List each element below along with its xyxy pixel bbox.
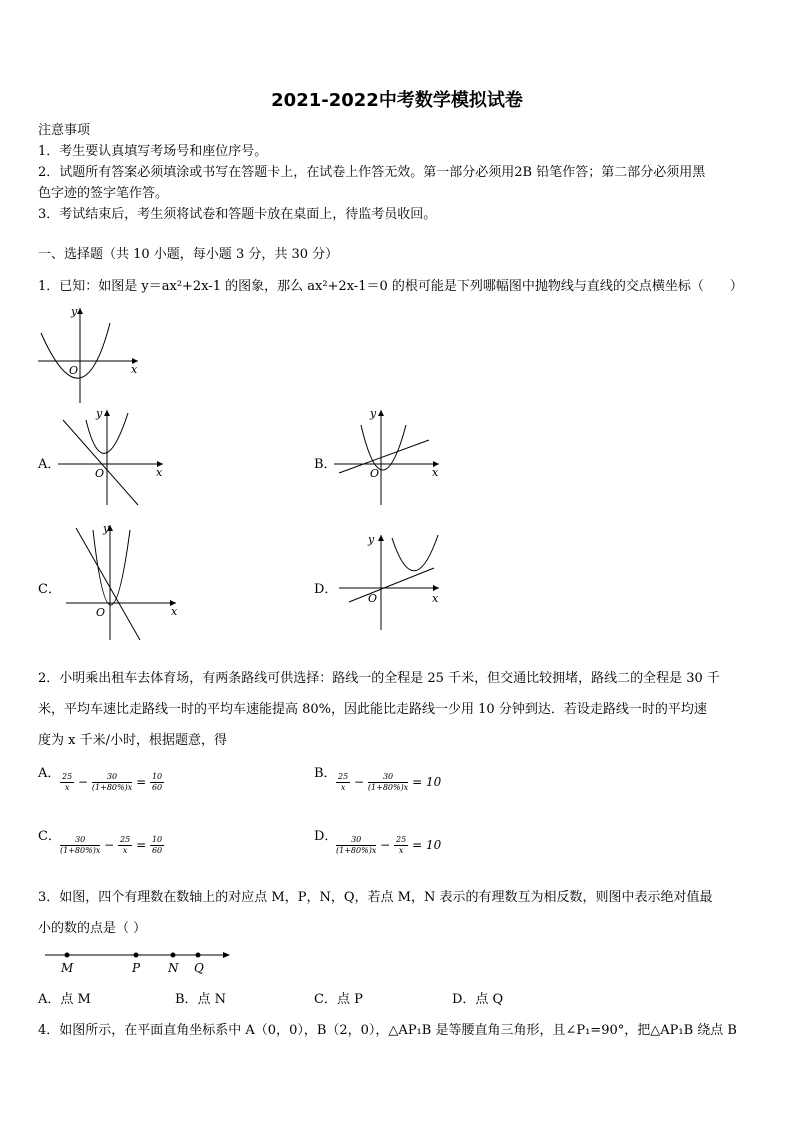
question-2-line: 度为 x 千米/小时，根据题意，得: [38, 733, 227, 748]
question-2-text: [38, 663, 720, 756]
notice-item: 3．考试结束后，考生须将试卷和答题卡放在桌面上，待监考员收回。: [38, 207, 437, 222]
q1-option-c-label[interactable]: C．: [38, 582, 61, 597]
q1-option-b-label[interactable]: B．: [314, 457, 337, 472]
q2-option-b-label[interactable]: B．: [314, 766, 337, 781]
notice-heading: 注意事项: [38, 123, 91, 138]
origin-label: O: [95, 467, 105, 480]
origin-label: O: [368, 592, 378, 605]
question-2-line: 米，平均车速比走路线一时的平均车速能提高 80%，因此能比走路线一少用 10 分钟到达．若设走路线一时的平均速: [38, 702, 707, 717]
notice-item: 2．试题所有答案必须填涂或书写在答题卡上，在试卷上作答无效。第一部分必须用2B 铅笔作答；第二部分必须用黑: [38, 165, 706, 180]
question-3-line: 3．如图，四个有理数在数轴上的对应点 M，P，N，Q，若点 M，N 表示的有理数互为相反数，则图中表示绝对值最: [38, 890, 713, 905]
axis-x-label: x: [432, 466, 439, 479]
q3-option-c[interactable]: C．点 P: [314, 992, 363, 1007]
origin-label: O: [370, 467, 380, 480]
question-4-text: 4．如图所示，在平面直角坐标系中 A（0，0），B（2，0），△AP₁B 是等腰直角三角形，且∠P₁=90°，把△AP₁B 绕点 B: [38, 1023, 737, 1038]
axis-x-label: x: [131, 363, 138, 376]
axis-y-label: y: [368, 533, 375, 546]
q2-option-b-equation: $\frac{25}{\text{𝑥}}$ − $\frac{30}{\text{(1+80\%)𝑥}}$ = 10: [338, 772, 442, 792]
q1-option-d-label[interactable]: D．: [314, 582, 338, 597]
point-q: [196, 953, 201, 958]
q2-option-a-equation: $\frac{25}{\text{𝑥}}$ − $\frac{30}{\text{(1+80\%)𝑥}}$ = $\frac{10}{60}$: [62, 772, 163, 792]
section-heading: 一、选择题（共 10 小题，每小题 3 分，共 30 分）: [38, 247, 339, 262]
point-m-label: M: [61, 961, 74, 975]
q2-option-a-label[interactable]: A．: [38, 766, 61, 781]
axis-y-label: y: [103, 522, 110, 535]
axis-x-label: x: [171, 605, 178, 618]
point-n-label: N: [168, 961, 179, 975]
point-p-label: P: [132, 961, 141, 975]
q3-number-line: [40, 945, 240, 977]
question-3-text: [38, 882, 712, 944]
q2-option-d-label[interactable]: D．: [314, 829, 338, 844]
origin-label: O: [96, 606, 106, 619]
q2-option-d-equation: $\frac{30}{\text{(1+80\%)𝑥}}$ − $\frac{25}{\text{𝑥}}$ = 10: [336, 835, 442, 855]
point-q-label: Q: [194, 961, 204, 975]
axis-y-label: y: [96, 407, 103, 420]
point-m: [65, 953, 70, 958]
q1-option-a-graph: [58, 405, 168, 510]
point-n: [171, 953, 176, 958]
point-p: [134, 953, 139, 958]
q3-option-b[interactable]: B．点 N: [175, 992, 227, 1007]
q2-option-c-equation: $\frac{30}{\text{(1+80\%)𝑥}}$ − $\frac{25}{\text{𝑥}}$ = $\frac{10}{60}$: [60, 835, 163, 855]
q3-option-a[interactable]: A．点 M: [38, 992, 91, 1007]
notice-item: 色字迹的签字笔作答。: [38, 186, 169, 201]
q2-option-c-label[interactable]: C．: [38, 829, 61, 844]
axis-y-label: y: [71, 305, 78, 318]
q1-option-d-graph: [334, 530, 444, 635]
axis-x-label: x: [432, 592, 439, 605]
axis-y-label: y: [370, 407, 377, 420]
q1-option-b-graph: [334, 405, 444, 510]
page-title: 2021-2022中考数学模拟试卷: [271, 90, 523, 111]
q1-option-c-graph: [58, 520, 183, 645]
notice-block: [38, 120, 758, 225]
q1-reference-graph: [38, 303, 148, 408]
axis-x-label: x: [156, 466, 163, 479]
q1-option-a-label[interactable]: A．: [38, 457, 61, 472]
origin-label: O: [69, 364, 79, 377]
q3-option-d[interactable]: D．点 Q: [452, 992, 504, 1007]
question-3-line: 小的数的点是（ ）: [38, 921, 147, 936]
notice-item: 1．考生要认真填写考场号和座位序号。: [38, 144, 268, 159]
question-1-text: 1．已知：如图是 y＝ax²+2x-1 的图象，那么 ax²+2x-1＝0 的根可能是下列哪幅图中抛物线与直线的交点横坐标（ ）: [38, 279, 743, 294]
question-2-line: 2．小明乘出租车去体育场，有两条路线可供选择：路线一的全程是 25 千米，但交通比较拥堵，路线二的全程是 30 千: [38, 671, 720, 686]
